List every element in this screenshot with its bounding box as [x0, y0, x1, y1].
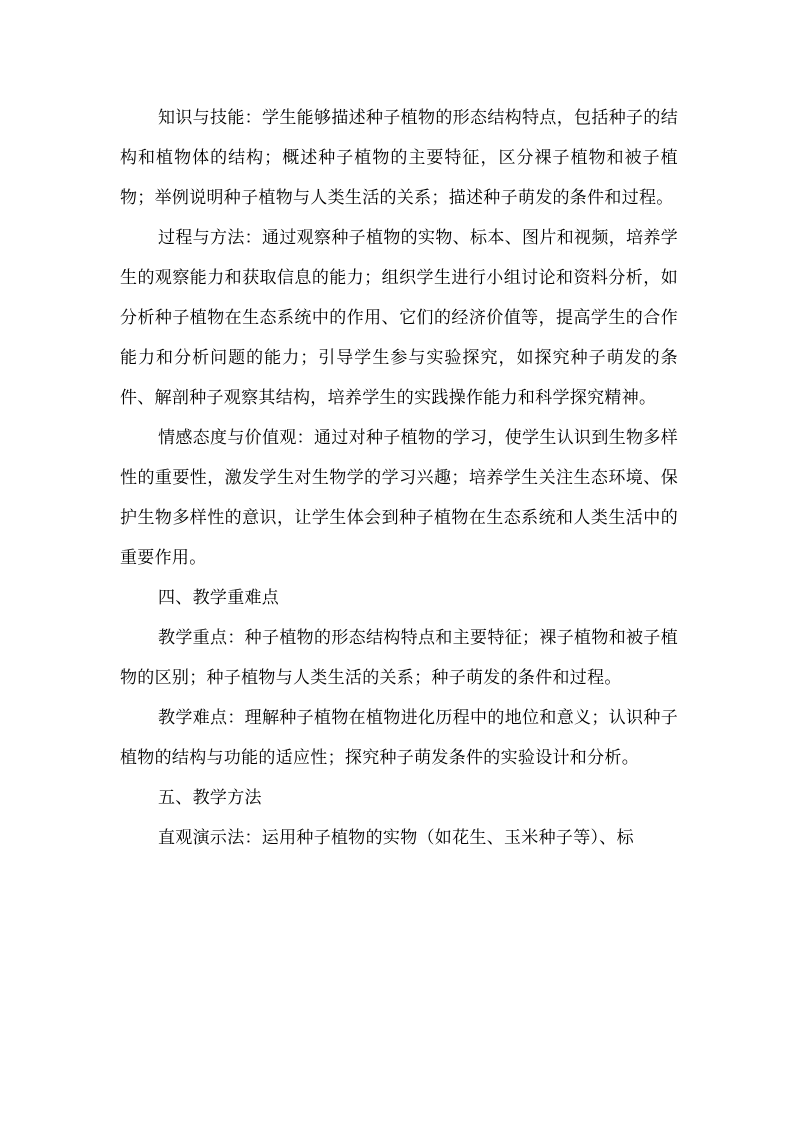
paragraph-knowledge-skills: 知识与技能：学生能够描述种子植物的形态结构特点，包括种子的结构和植物体的结构；概述种子植物的主要特征，区分裸子植物和被子植物；举例说明种子植物与人类生活的关系；描述种子萌发的条件和过程。 [120, 108, 678, 208]
paragraph-teaching-key-points: 教学重点：种子植物的形态结构特点和主要特征；裸子植物和被子植物的区别；种子植物与人类生活的关系；种子萌发的条件和过程。 [120, 628, 678, 688]
paragraph-process-methods: 过程与方法：通过观察种子植物的实物、标本、图片和视频，培养学生的观察能力和获取信息的能力；组织学生进行小组讨论和资料分析，如分析种子植物在生态系统中的作用、它们的经济价值等，提高学生的合作能力和分析问题的能力；引导学生参与实验探究，如探究种子萌发的条件、解剖种子观察其结构，培养学生的实践操作能力和科学探究精神。 [120, 228, 678, 408]
section-heading-teaching-methods: 五、教学方法 [158, 788, 262, 808]
paragraph-emotion-values: 情感态度与价值观：通过对种子植物的学习，使学生认识到生物多样性的重要性，激发学生对生物学的学习兴趣；培养学生关注生态环境、保护生物多样性的意识，让学生体会到种子植物在生态系统和人类生活中的重要作用。 [120, 428, 678, 568]
paragraph-demonstration-method: 直观演示法：运用种子植物的实物（如花生、玉米种子等）、标 [158, 828, 634, 848]
section-heading-key-difficult-points: 四、教学重难点 [158, 588, 280, 608]
document-body [120, 98, 678, 858]
paragraph-teaching-difficulties: 教学难点：理解种子植物在植物进化历程中的地位和意义；认识种子植物的结构与功能的适应性；探究种子萌发条件的实验设计和分析。 [120, 708, 678, 768]
